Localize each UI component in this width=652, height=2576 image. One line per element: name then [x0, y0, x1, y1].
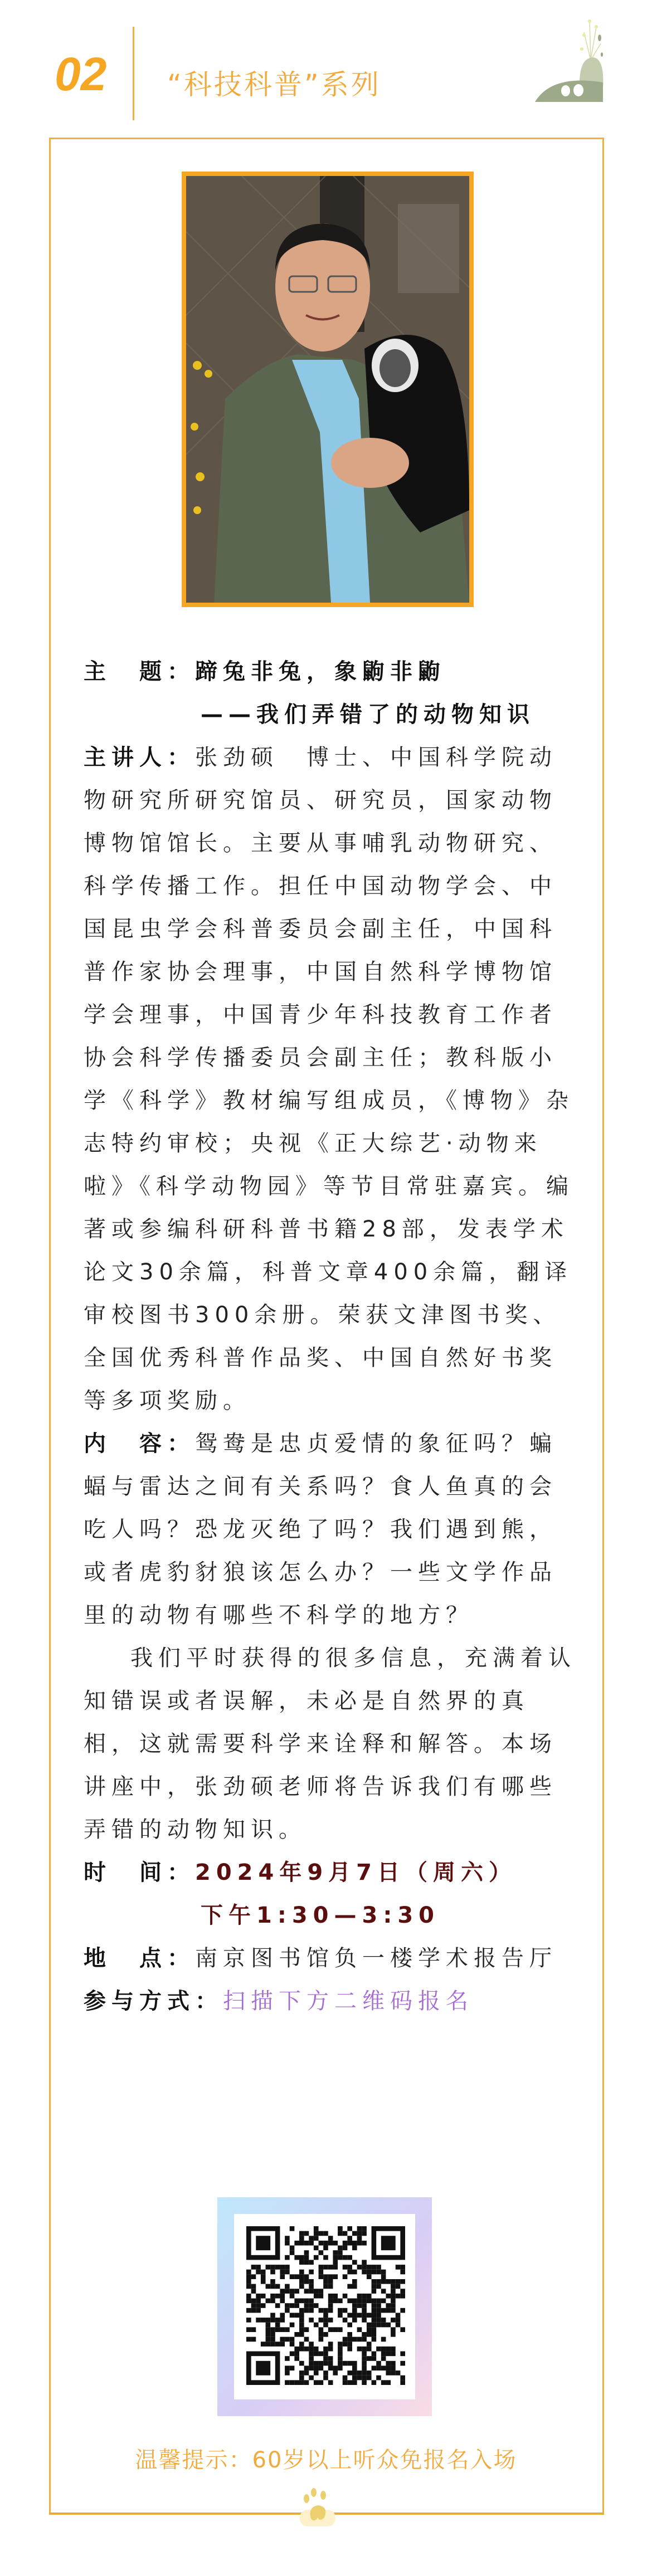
event-location: 南京图书馆负一楼学术报告厅 — [195, 1946, 557, 1971]
topic-label: 主 题： — [84, 659, 195, 685]
paw-icon — [295, 2483, 340, 2528]
participation-method: 扫描下方二维码报名 — [223, 1988, 474, 2014]
registration-qr-code[interactable] — [246, 2226, 405, 2385]
series-title: “科技科普”系列 — [167, 69, 381, 101]
speaker-photo — [182, 172, 474, 607]
section-number: 02 — [55, 48, 107, 100]
time-label: 时 间： — [84, 1860, 195, 1885]
content-paragraph-1: 鸳鸯是忠贞爱情的象征吗？蝙蝠与雷达之间有关系吗？食人鱼真的会吃人吗？恐龙灭绝了吗？我们遇到熊，或者虎豹豺狼该怎么办？一些文学作品里的动物有哪些不科学的地方？ — [84, 1431, 557, 1628]
hill-plant-illustration — [535, 10, 613, 105]
topic-subtitle: ——我们弄错了的动物知识 — [201, 702, 535, 727]
event-details — [84, 651, 580, 2023]
tip-text: 温馨提示：60岁以上听众免报名入场 — [135, 2447, 517, 2473]
location-label: 地 点： — [84, 1946, 195, 1971]
topic-title: 蹄兔非兔，象鼩非鼩 — [195, 659, 446, 685]
event-date: 2024年9月7日（周六） — [195, 1860, 517, 1885]
participation-label: 参与方式： — [84, 1988, 223, 2014]
content-paragraph-2: 我们平时获得的很多信息，充满着认知错误或者误解，未必是自然界的真相，这就需要科学来诠释和解答。本场讲座中，张劲硕老师将告诉我们有哪些弄错的动物知识。 — [84, 1645, 576, 1842]
event-hours: 下午1:30—3:30 — [201, 1903, 440, 1928]
divider — [133, 27, 134, 120]
speaker-bio: 张劲硕 博士、中国科学院动物研究所研究馆员、研究员，国家动物博物馆馆长。主要从事哺乳动物研究、科学传播工作。担任中国动物学会、中国昆虫学会科普委员会副主任，中国科普作家协会理事，中国自然科学博物馆学会理事，中国青少年科技教育工作者协会科学传播委员会副主任；教科版小学《科学》教材编写组成员，《博物》杂志特约审校；央视《正大综艺·动物来啦》《科学动物园》等节目常驻嘉宾。编著或参编科研科普书籍28部，发表学术论文30余篇，科普文章400余篇，翻译审校图书300余册。荣获文津图书奖、全国优秀科普作品奖、中国自然好书奖等多项奖励。 — [84, 745, 574, 1414]
speaker-label: 主讲人： — [84, 745, 195, 770]
qr-code-frame — [217, 2197, 432, 2416]
content-label: 内 容： — [84, 1431, 195, 1456]
